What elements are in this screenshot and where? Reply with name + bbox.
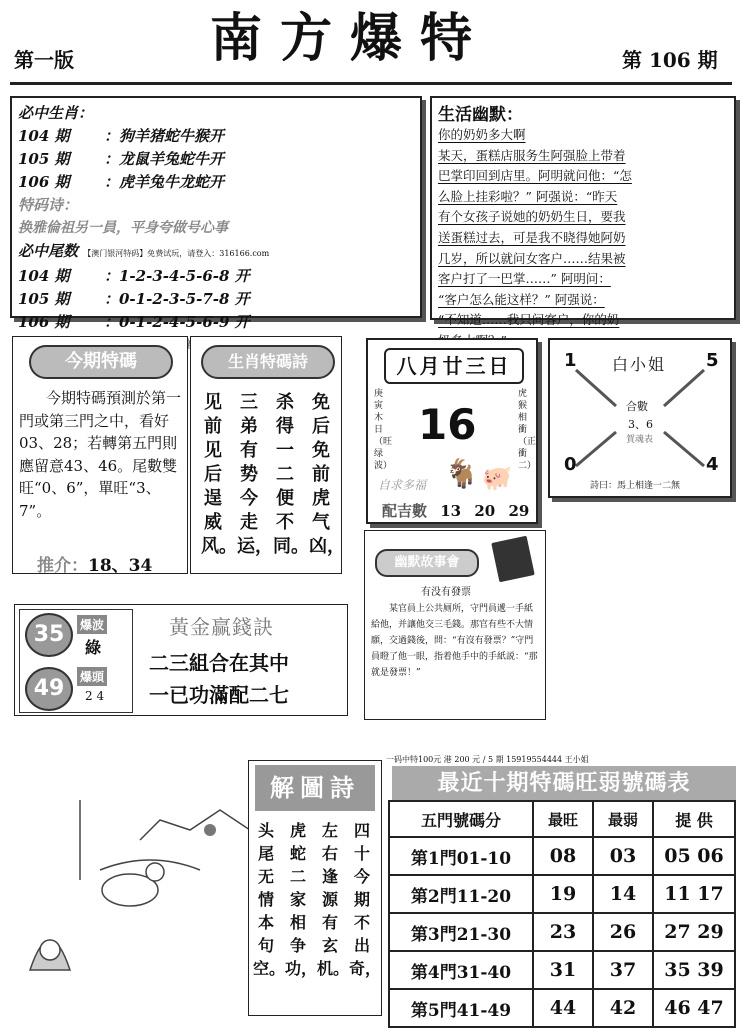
table-row	[389, 989, 735, 1027]
offer-cell: 11 17	[653, 875, 735, 913]
zodiac-row-value: ：狗羊猪蛇牛猴开	[104, 127, 225, 145]
ball-value: 2 4	[85, 689, 105, 703]
calendar-date: 八月廿三日	[384, 348, 524, 384]
number-ball: 49	[25, 667, 73, 711]
zodiac-row	[18, 171, 414, 194]
zodiac-row-value: ：虎羊兔牛龙蛇开	[104, 173, 225, 191]
special-code-box	[12, 336, 188, 574]
table-row	[389, 913, 735, 951]
gate-cell: 第5門41-49	[389, 989, 533, 1027]
calendar-right-text: 虎猴相衝（正衝二）	[518, 389, 537, 471]
max-cell: 23	[533, 913, 593, 951]
lucky-number: 13	[440, 502, 462, 520]
golden-line: 一已功滿配二七	[149, 683, 289, 707]
header-divider	[10, 82, 732, 85]
lucky-numbers	[382, 500, 529, 521]
tail-title: 必中尾数	[18, 242, 79, 260]
edition-label: 第一版	[14, 48, 74, 72]
golden-box	[14, 604, 348, 716]
miss-bai-title: 白小姐	[612, 355, 667, 374]
min-cell: 37	[593, 951, 653, 989]
poem-column: 免后免前虎气凶，	[309, 392, 345, 557]
story-banner: 幽默故事會	[375, 549, 479, 577]
jietu-box	[248, 760, 382, 1016]
ball-label: 爆波	[77, 615, 107, 634]
table-row	[389, 875, 735, 913]
sum-values: 3、6	[628, 418, 653, 431]
tail-row-value: ：1-2-3-4-5-6-8 开	[104, 267, 250, 285]
special-code-text: 今期特碼預測於第一門或第三門之中，看好03、28；若轉第五門則應留意43、46。尾數雙旺“0、6”，單旺“3、7”。	[19, 389, 182, 520]
golden-title: 黃金赢錢訣	[169, 615, 274, 639]
tail-row	[18, 265, 414, 288]
humor-line: 么脸上挂彩啦？” 阿强说：“昨天	[438, 188, 618, 204]
zodiac-row-label: 106 期	[18, 173, 70, 191]
humor-line: 巴掌印回到店里。阿明就问他：“怎	[438, 168, 632, 184]
humor-line: “客户怎么能这样？” 阿强说：	[438, 291, 605, 307]
sum-label: 合數	[626, 400, 648, 413]
table-header: 五門號碼分	[389, 801, 533, 837]
gate-cell: 第3門21-30	[389, 913, 533, 951]
humor-box	[430, 96, 736, 328]
offer-cell: 27 29	[653, 913, 735, 951]
jietu-column: 头尾无情本句空。	[253, 821, 286, 978]
offer-cell: 35 39	[653, 951, 735, 989]
min-cell: 03	[593, 837, 653, 875]
gate-cell: 第2門11-20	[389, 875, 533, 913]
signature: 賀魂表	[626, 435, 654, 445]
table-header-row	[389, 801, 735, 837]
humor-line: 你的奶奶多大啊	[438, 127, 526, 142]
golden-line: 二三組合在其中	[149, 651, 289, 675]
table-title: 最近十期特碼旺弱號碼表	[392, 766, 736, 800]
tail-row-value: ：0-1-2-4-5-6-9 开	[104, 313, 250, 331]
duck-illustration	[10, 800, 250, 1000]
humor-line: 有个女孩子说她的奶奶生日，要我	[438, 209, 626, 225]
calendar-day: 16	[418, 400, 477, 449]
max-cell: 44	[533, 989, 593, 1027]
tail-row-value: ：0-1-2-3-5-7-8 开	[104, 290, 250, 308]
min-cell: 42	[593, 989, 653, 1027]
lucky-label: 配吉數	[382, 502, 428, 520]
table-header: 提 供	[653, 801, 735, 837]
zodiac-row	[18, 148, 414, 171]
jietu-column: 左右逢源有玄机。	[317, 821, 350, 978]
zodiac-row-label: 104 期	[18, 127, 70, 145]
corner-number: 1	[564, 350, 577, 371]
ball-label: 爆頭	[77, 667, 107, 686]
story-title: 有没有發票	[421, 587, 471, 598]
min-cell: 14	[593, 875, 653, 913]
zodiac-title: 必中生肖：	[18, 104, 94, 122]
max-cell: 08	[533, 837, 593, 875]
humor-title: 生活幽默：	[438, 105, 523, 125]
min-cell: 26	[593, 913, 653, 951]
page-title: 南方爆特	[209, 8, 490, 69]
table-row	[389, 837, 735, 875]
table-note: 一码中特100元 港 200 元 / 5 期 15919554444 王小姐	[386, 755, 589, 764]
table-header: 最旺	[533, 801, 593, 837]
humor-line: “不知道……我只问客户，你的奶	[438, 312, 620, 328]
recommend-value: 18、34	[88, 556, 153, 576]
tail-row-label: 106 期	[18, 313, 70, 331]
special-poem: 换雅倫祖另一員，平身夸做号心事	[18, 220, 228, 236]
lucky-number: 20	[474, 502, 496, 520]
jietu-column: 虎蛇二家相争功，	[285, 821, 318, 978]
calendar-left-text: 庚寅木日（旺绿波）	[374, 389, 393, 471]
poem-column: 三弟有势今走运，	[237, 392, 273, 557]
tail-header	[18, 240, 414, 265]
jietu-title: 解圖詩	[255, 765, 375, 811]
offer-cell: 05 06	[653, 837, 735, 875]
animal-icon: 🐖	[482, 464, 512, 492]
lucky-number: 29	[508, 502, 530, 520]
tail-row-label: 105 期	[18, 290, 70, 308]
special-poem-label: 特码诗：	[18, 196, 79, 214]
poem-column: 见前见后逞威风。	[201, 392, 237, 557]
corner-number: 5	[706, 350, 719, 371]
zodiac-box	[10, 96, 422, 331]
calendar-motto: 自求多福	[378, 478, 427, 492]
zodiac-row-value: ：龙鼠羊兔蛇牛开	[104, 150, 225, 168]
zodiac-row-label: 105 期	[18, 150, 70, 168]
book-icon	[491, 536, 535, 583]
max-cell: 31	[533, 951, 593, 989]
story-box	[364, 530, 546, 720]
issue-number: 第 106 期	[622, 48, 718, 72]
offer-cell: 46 47	[653, 989, 735, 1027]
max-cell: 19	[533, 875, 593, 913]
jietu-column: 四十今期不出奇，	[349, 821, 382, 978]
table-header: 最弱	[593, 801, 653, 837]
humor-line: 几岁，所以就问女客户……结果被	[438, 250, 626, 266]
hot-cold-table	[388, 800, 736, 1028]
miss-bai-poem: 詩曰：馬上相逢一二無	[590, 481, 681, 491]
story-text: 某官員上公共厕所，守門員遞一手紙給他，并讓他交三毛錢。那官有些不大情願，交過錢後，問：“有沒有發票？”守門員瞪了他一眼，指着他手中的手紙説：“那就是發票！”	[371, 604, 538, 678]
number-ball: 35	[25, 613, 73, 657]
gate-cell: 第1門01-10	[389, 837, 533, 875]
humor-line: 某天，蛋糕店服务生阿强脸上带着	[438, 147, 626, 163]
humor-line: 客户打了一巴掌……” 阿明问：	[438, 271, 611, 287]
miss-bai-box	[548, 338, 732, 498]
special-code-title: 今期特碼	[29, 345, 173, 379]
corner-number: 0	[564, 454, 577, 475]
gate-cell: 第4門31-40	[389, 951, 533, 989]
tail-row-label: 104 期	[18, 267, 70, 285]
tail-note: 【澳门银河特码】免费试玩，请登入：316166.com	[83, 249, 270, 258]
recommend-line	[37, 551, 152, 576]
poem-title: 生肖特碼詩	[201, 345, 335, 379]
zodiac-row	[18, 125, 414, 148]
corner-number: 4	[706, 454, 719, 475]
humor-line: 送蛋糕过去，可是我不晓得她阿奶	[438, 229, 626, 245]
animal-icon: 🐐	[444, 457, 479, 490]
poem-column: 杀得一二便不同。	[273, 392, 309, 557]
recommend-label: 推介：	[37, 556, 88, 576]
calendar-box	[366, 338, 538, 524]
ball-value: 綠	[85, 638, 102, 657]
tail-row	[18, 311, 414, 334]
table-row	[389, 951, 735, 989]
tail-row	[18, 288, 414, 311]
poem-box	[190, 336, 345, 574]
